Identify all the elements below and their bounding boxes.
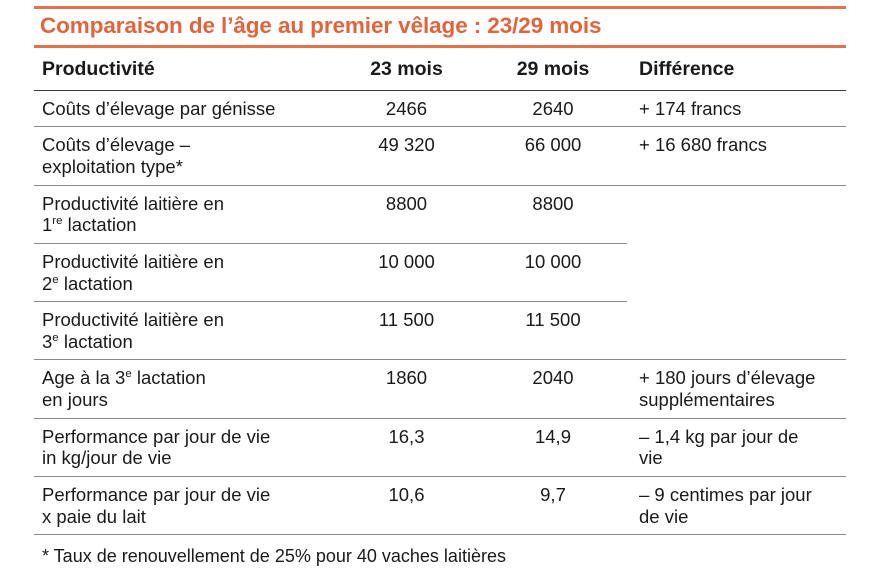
comparison-table	[34, 48, 846, 535]
row-label-line2: in kg/jour de vie	[42, 447, 172, 469]
row-label-line2-post: lactation	[62, 214, 137, 236]
cell-29-months: 11 500	[479, 302, 627, 360]
cell-difference-line2: de vie	[639, 505, 689, 527]
cell-difference-line1: – 1,4 kg par jour de	[639, 425, 799, 447]
column-header-29-months: 29 mois	[479, 48, 627, 90]
row-label-line2-sup: e	[52, 331, 59, 344]
row-label-line2-post: lactation	[58, 272, 133, 294]
row-label-line2-pre: 2	[42, 272, 53, 294]
cell-23-months: 10,6	[334, 477, 479, 535]
table-row	[34, 360, 846, 418]
row-label-line1: Coûts d’élevage par génisse	[42, 97, 276, 119]
row-label-line1: Performance par jour de vie	[42, 425, 271, 447]
column-header-23-months: 23 mois	[334, 48, 479, 90]
cell-23-months: 2466	[334, 90, 479, 127]
page-title: Comparaison de l’âge au premier vêlage : 23/29 mois	[40, 13, 602, 38]
cell-difference-line2: vie	[639, 447, 663, 469]
table-header-row	[34, 48, 846, 90]
cell-23-months: 49 320	[334, 127, 479, 185]
cell-difference-line1: + 16 680 francs	[639, 134, 768, 156]
cell-difference	[627, 360, 846, 418]
row-label-line2-pre: 1	[42, 214, 53, 236]
cell-difference	[627, 90, 846, 127]
row-label	[34, 185, 334, 243]
row-label-line1: Coûts d’élevage –	[42, 134, 191, 156]
cell-29-months: 14,9	[479, 418, 627, 476]
cell-29-months: 66 000	[479, 127, 627, 185]
title-rule-top	[34, 6, 846, 9]
table-row	[34, 243, 846, 301]
row-label-line2-sup: e	[52, 273, 59, 286]
cell-difference-line2: supplémentaires	[639, 389, 775, 411]
row-label	[34, 360, 334, 418]
row-label-line1: Performance par jour de vie	[42, 484, 271, 506]
row-label-line1: Productivité laitière en	[42, 250, 225, 272]
row-label-line2: en jours	[42, 389, 108, 411]
cell-29-months: 9,7	[479, 477, 627, 535]
row-label-line2-post: lactation	[58, 330, 133, 352]
row-label-line1: Productivité laitière en	[42, 192, 225, 214]
row-label-line1-post: lactation	[131, 367, 206, 389]
row-label	[34, 418, 334, 476]
cell-29-months: 8800	[479, 185, 627, 243]
row-label	[34, 127, 334, 185]
cell-23-months: 11 500	[334, 302, 479, 360]
row-label-line1-sup: e	[125, 368, 132, 381]
cell-difference	[627, 127, 846, 185]
column-header-difference: Différence	[627, 48, 846, 90]
cell-difference-line1: + 180 jours d’élevage	[639, 367, 816, 389]
cell-23-months: 8800	[334, 185, 479, 243]
table-row	[34, 185, 846, 243]
cell-23-months: 1860	[334, 360, 479, 418]
cell-difference	[627, 302, 846, 360]
row-label	[34, 243, 334, 301]
cell-23-months: 10 000	[334, 243, 479, 301]
cell-29-months: 2040	[479, 360, 627, 418]
table-row	[34, 477, 846, 535]
table-row	[34, 418, 846, 476]
row-label	[34, 90, 334, 127]
column-header-productivity: Productivité	[34, 48, 334, 90]
cell-difference-line1: + 174 francs	[639, 97, 742, 119]
row-label-line1: Productivité laitière en	[42, 309, 225, 331]
row-label	[34, 477, 334, 535]
row-label-line2-pre: 3	[42, 330, 53, 352]
cell-29-months: 2640	[479, 90, 627, 127]
cell-difference	[627, 243, 846, 301]
cell-difference	[627, 418, 846, 476]
row-label-line2: exploitation type*	[42, 155, 183, 177]
table-row	[34, 302, 846, 360]
cell-difference	[627, 477, 846, 535]
row-label-line1-pre: Age à la 3	[42, 367, 126, 389]
row-label-line2: x paie du lait	[42, 505, 146, 527]
row-label	[34, 302, 334, 360]
footnote: * Taux de renouvellement de 25% pour 40 vaches laitières	[42, 546, 506, 567]
cell-difference-line1: – 9 centimes par jour	[639, 484, 812, 506]
table-row	[34, 90, 846, 127]
table-row	[34, 127, 846, 185]
cell-23-months: 16,3	[334, 418, 479, 476]
cell-29-months: 10 000	[479, 243, 627, 301]
cell-difference	[627, 185, 846, 243]
row-label-line2-sup: re	[52, 215, 63, 228]
